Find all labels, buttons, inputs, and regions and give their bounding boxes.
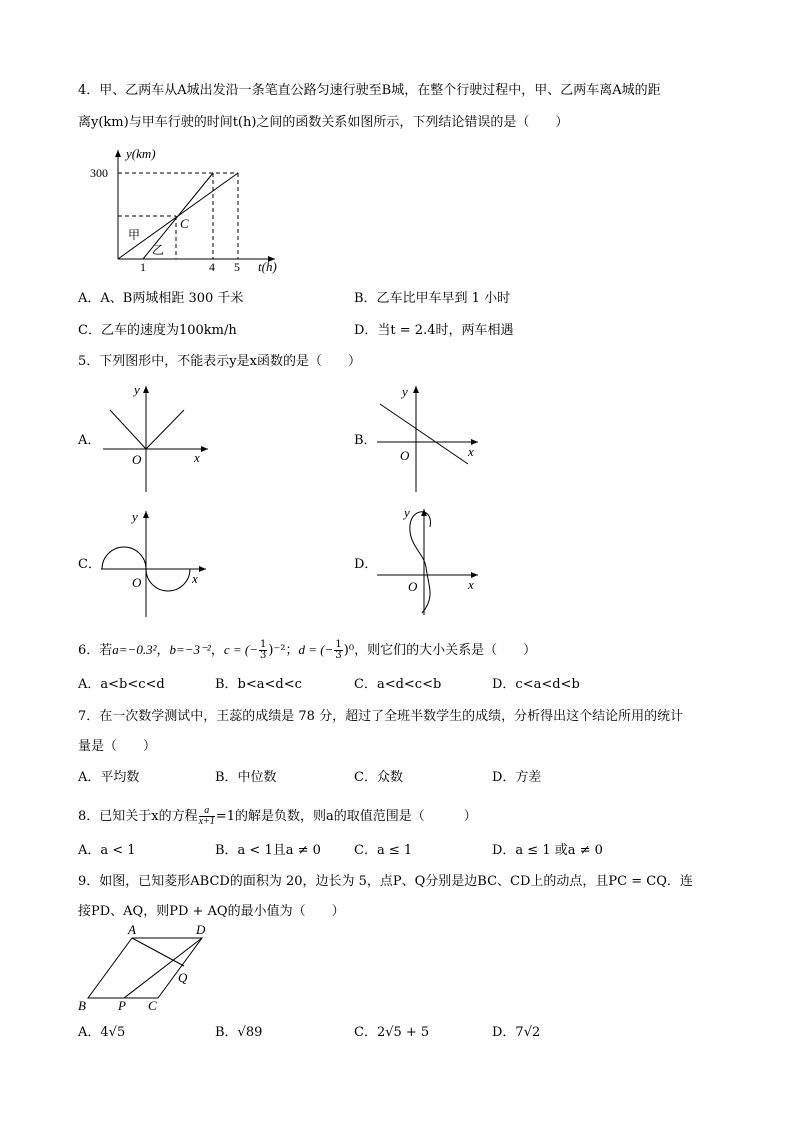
q5-stem: 5．下列图形中，不能表示y是x函数的是（ ）	[78, 354, 361, 369]
svg-text:O: O	[400, 448, 410, 463]
q4-x4: 4	[209, 260, 215, 274]
svg-text:y: y	[132, 509, 138, 524]
q5-option-c-label[interactable]: C．	[78, 557, 101, 572]
q6-option-b[interactable]: B．b<a<d<c	[215, 677, 302, 692]
q8-option-d[interactable]: D．a ≤ 1 或a ≠ 0	[492, 843, 603, 858]
q8-option-b[interactable]: B．a < 1且a ≠ 0	[215, 843, 321, 858]
q5-option-d-label[interactable]: D．	[354, 557, 378, 572]
q7-option-d[interactable]: D．方差	[492, 770, 542, 785]
q9-option-d[interactable]: D．7√2	[492, 1025, 541, 1040]
q9-option-b[interactable]: B．√89	[215, 1025, 263, 1040]
q9-stem-line1: 9．如图，已知菱形ABCD的面积为 20，边长为 5，点P、Q分别是边BC、CD上的动点，且PC = CQ．连	[78, 874, 693, 889]
q5-graph-a	[98, 382, 218, 497]
q4-stem-line1: 4．甲、乙两车从A城出发沿一条笔直公路匀速行驶至B城，在整个行驶过程中，甲、乙两车离A城的距	[78, 83, 661, 98]
q4-option-b[interactable]: B．乙车比甲车早到 1 小时	[354, 291, 511, 306]
svg-text:Q: Q	[178, 970, 188, 985]
q4-label-yi: 乙	[152, 243, 165, 257]
q7-stem-line1: 7．在一次数学测试中，王蕊的成绩是 78 分，超过了全班半数学生的成绩，分析得出这个结论所用的统计	[78, 709, 684, 724]
q8-option-a[interactable]: A．a < 1	[78, 843, 136, 858]
q4-distance-time-graph	[90, 142, 300, 274]
q4-stem-line2: 离y(km)与甲车行驶的时间t(h)之间的函数关系如图所示，下列结论错误的是（ ）	[78, 115, 569, 130]
q4-label-c: C	[180, 216, 189, 231]
svg-text:C: C	[148, 998, 157, 1013]
q8-option-c[interactable]: C．a ≤ 1	[354, 843, 413, 858]
q4-y300: 300	[90, 166, 108, 180]
svg-text:x: x	[468, 444, 474, 459]
q7-option-c[interactable]: C．众数	[354, 770, 403, 785]
q4-ylabel: y(km)	[126, 146, 156, 161]
q4-option-a[interactable]: A．A、B两城相距 300 千米	[78, 291, 244, 306]
q9-rhombus-figure	[76, 922, 236, 1018]
svg-text:D: D	[196, 922, 206, 937]
svg-text:O: O	[132, 575, 142, 590]
q5-graph-b	[372, 382, 492, 497]
q4-xlabel: t(h)	[258, 259, 277, 274]
q7-stem-line2: 量是（ ）	[78, 739, 157, 754]
svg-text:O: O	[408, 579, 418, 594]
q7-option-b[interactable]: B．中位数	[215, 770, 277, 785]
q6-option-c[interactable]: C．a<d<c<b	[354, 677, 442, 692]
q9-option-a[interactable]: A．4√5	[78, 1025, 126, 1040]
q8-stem: 8．已知关于x的方程 $\frac{a}{x+1}$ =1的解是负数，则a的取值范围是（ ）	[78, 805, 477, 827]
svg-text:A: A	[128, 922, 136, 937]
q4-x5: 5	[234, 260, 240, 274]
q4-option-c[interactable]: C．乙车的速度为100km/h	[78, 323, 237, 338]
q4-x1: 1	[140, 260, 146, 274]
svg-text:O: O	[132, 452, 142, 467]
svg-text:x: x	[468, 577, 474, 592]
q5-graph-c	[98, 507, 218, 622]
q5-option-a-label[interactable]: A．	[78, 433, 101, 448]
q6-stem: 6．若a=−0.3²，b=−3⁻²，c = (− $\frac{1}{3}$ )⁻²；d = (− $\frac{1}{3}$ )⁰，则它们的大小关系是（ ）	[78, 639, 537, 661]
q6-option-a[interactable]: A．a<b<c<d	[78, 677, 165, 692]
svg-text:x: x	[192, 571, 198, 586]
svg-text:y: y	[404, 505, 410, 520]
svg-text:y: y	[402, 384, 408, 399]
q5-graph-d	[372, 505, 492, 620]
svg-text:x: x	[194, 450, 200, 465]
q9-option-c[interactable]: C．2√5 + 5	[354, 1025, 430, 1040]
q5-option-b-label[interactable]: B．	[354, 433, 377, 448]
q7-option-a[interactable]: A．平均数	[78, 770, 140, 785]
q6-option-d[interactable]: D．c<a<d<b	[492, 677, 580, 692]
q9-stem-line2: 接PD、AQ，则PD + AQ的最小值为（ ）	[78, 904, 345, 919]
svg-text:y: y	[134, 382, 140, 397]
q4-option-d[interactable]: D．当t = 2.4时，两车相遇	[354, 323, 514, 338]
svg-text:B: B	[78, 998, 86, 1013]
q4-label-jia: 甲	[128, 228, 141, 242]
svg-text:P: P	[118, 998, 126, 1013]
